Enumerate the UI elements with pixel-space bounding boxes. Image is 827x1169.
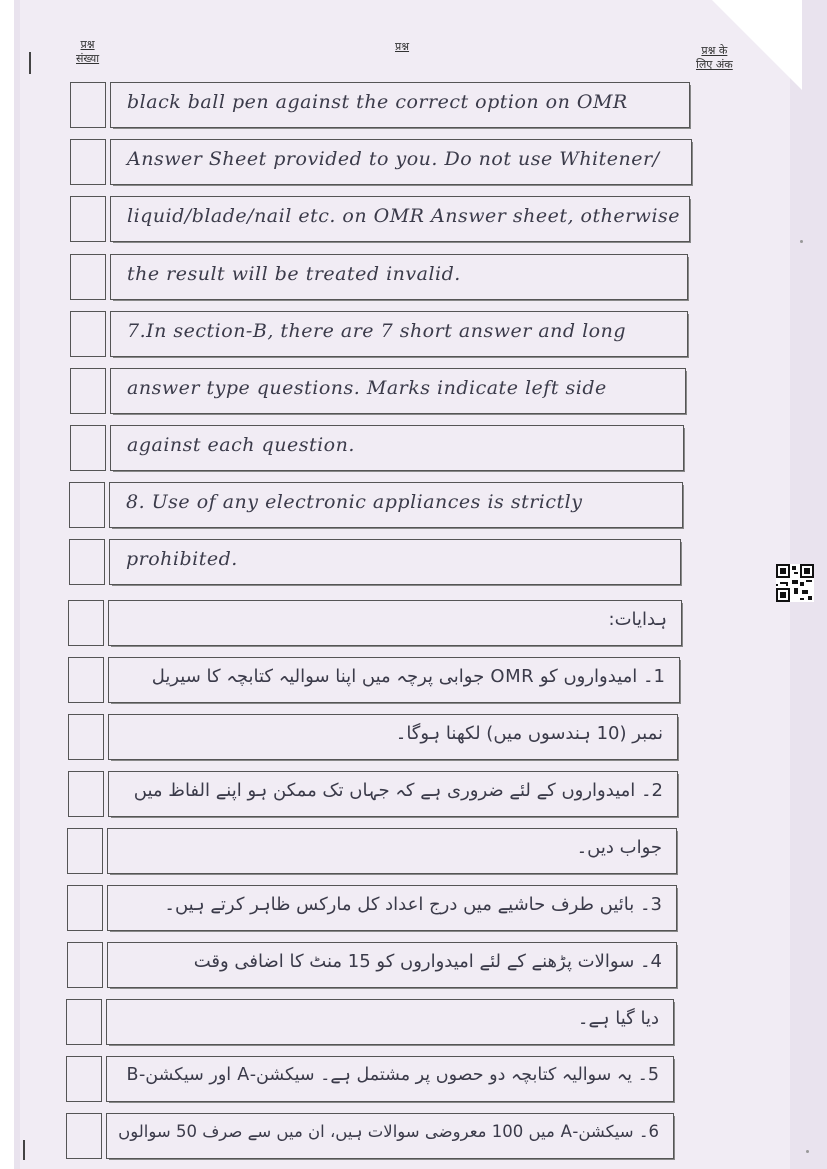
question-number-cell <box>70 425 106 471</box>
answer-text-cell <box>110 139 692 185</box>
english-instruction-text: 8. Use of any electronic appliances is strictly <box>126 491 583 513</box>
question-number-cell <box>69 539 105 585</box>
urdu-instruction-text: دیا گیا ہے۔ <box>577 1008 659 1029</box>
english-instruction-text: the result will be treated invalid. <box>127 263 461 285</box>
answer-text-cell <box>109 482 683 528</box>
urdu-instruction-text: 2۔ امیدواروں کے لئے ضروری ہے کہ جہاں تک ممکن ہو اپنے الفاظ میں <box>133 780 663 801</box>
question-number-cell <box>67 942 103 988</box>
answer-text-cell <box>108 657 680 703</box>
urdu-instruction-text: 6۔ سیکشن-A میں 100 معروضی سوالات ہیں، ان میں سے صرف 50 سوالوں <box>118 1122 659 1141</box>
column-header-marks: प्रश्न के लिए अंक <box>696 44 733 71</box>
english-instruction-text: against each question. <box>127 434 355 456</box>
answer-text-cell <box>107 885 677 931</box>
question-number-cell <box>66 999 102 1045</box>
question-number-cell <box>68 657 104 703</box>
question-number-cell <box>68 600 104 646</box>
question-number-cell <box>67 828 103 874</box>
answer-text-cell <box>106 999 674 1045</box>
speck <box>800 240 803 243</box>
question-number-cell <box>68 714 104 760</box>
answer-text-cell <box>110 425 684 471</box>
answer-text-cell <box>108 714 678 760</box>
column-header-question-number: प्रश्न संख्या <box>76 38 100 65</box>
question-number-cell <box>66 1113 102 1159</box>
urdu-instruction-text: نمبر (10 ہندسوں میں) لکھنا ہوگا۔ <box>395 723 663 744</box>
urdu-instruction-text: جواب دیں۔ <box>576 837 662 858</box>
english-instruction-text: 7.In section-B, there are 7 short answer and long <box>127 320 627 342</box>
urdu-instruction-text: 1۔ امیدواروں کو OMR جوابی پرچہ میں اپنا سوالیہ کتابچہ کا سیریل <box>151 666 665 687</box>
english-instruction-text: liquid/blade/nail etc. on OMR Answer sheet, otherwise <box>127 205 681 227</box>
answer-text-cell <box>110 254 688 300</box>
answer-text-cell <box>107 942 677 988</box>
urdu-instruction-text: ہدایات: <box>608 609 667 630</box>
answer-text-cell <box>106 1113 674 1159</box>
question-number-cell <box>70 196 106 242</box>
answer-text-cell <box>108 600 682 646</box>
answer-text-cell <box>110 368 686 414</box>
question-number-cell <box>70 82 106 128</box>
question-number-cell <box>69 482 105 528</box>
question-number-cell <box>70 368 106 414</box>
answer-text-cell <box>110 82 690 128</box>
margin-mark <box>23 1140 25 1160</box>
english-instruction-text: prohibited. <box>126 548 238 570</box>
answer-text-cell <box>106 1056 674 1102</box>
qr-code <box>776 564 814 602</box>
question-number-cell <box>70 254 106 300</box>
margin-mark <box>29 52 31 74</box>
answer-text-cell <box>107 828 677 874</box>
answer-text-cell <box>109 539 681 585</box>
english-instruction-text: Answer Sheet provided to you. Do not use Whitener/ <box>127 148 660 170</box>
speck <box>806 1150 809 1153</box>
question-number-cell <box>70 139 106 185</box>
question-number-cell <box>68 771 104 817</box>
question-number-cell <box>67 885 103 931</box>
urdu-instruction-text: 3۔ بائیں طرف حاشیے میں درج اعداد کل مارکس ظاہر کرتے ہیں۔ <box>164 894 662 915</box>
answer-text-cell <box>110 196 690 242</box>
urdu-instruction-text: 4۔ سوالات پڑھنے کے لئے امیدواروں کو 15 منٹ کا اضافی وقت <box>193 951 662 972</box>
answer-text-cell <box>110 311 688 357</box>
page-left-edge <box>0 0 14 1169</box>
question-number-cell <box>66 1056 102 1102</box>
urdu-instruction-text: 5۔ یہ سوالیہ کتابچہ دو حصوں پر مشتمل ہے۔ سیکشن-A اور سیکشن-B <box>126 1065 659 1085</box>
english-instruction-text: answer type questions. Marks indicate left side <box>127 377 607 399</box>
answer-text-cell <box>108 771 678 817</box>
column-header-question: प्रश्न <box>395 40 410 53</box>
english-instruction-text: black ball pen against the correct option on OMR <box>127 91 628 113</box>
question-number-cell <box>70 311 106 357</box>
